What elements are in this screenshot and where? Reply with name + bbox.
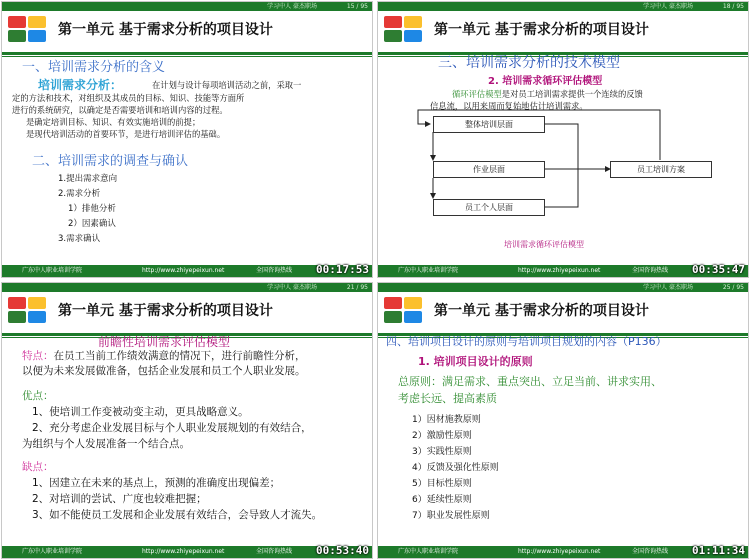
advantage-line: 1、使培训工作变被动变主动，更具战略意义。: [32, 406, 249, 418]
disadvantage-line: 1、因建立在未来的基点上，预测的准确度出现偏差；: [32, 477, 281, 489]
section-heading: 四、培训项目设计的原则与培训项目规划的内容（P136）: [386, 335, 667, 348]
list-item: 1.提出需求意向: [58, 174, 118, 184]
slide-header: [2, 11, 372, 47]
slide-1: [2, 2, 372, 277]
diagram-caption: 培训需求循环评估模型: [504, 240, 584, 249]
sub-heading: 1. 培训项目设计的原则: [418, 355, 533, 368]
slide-3: [2, 283, 372, 558]
footer-hotline: 全国咨询热线: [632, 548, 669, 555]
slide-header: [378, 292, 748, 328]
intro-line: 循环评估模型是对员工培训需求提供一个连续的反馈: [452, 89, 643, 99]
advantage-line: 2、充分考虑企业发展目标与个人职业发展规划的有效结合，: [32, 422, 312, 434]
diagram-box: 员工培训方案: [610, 161, 712, 178]
top-text: 学习中人 豪杰职场: [267, 3, 317, 10]
principle-item: 2）激励性原则: [412, 431, 472, 441]
definition-line: 是确定培训目标、知识、有效实施培训的前提；: [26, 117, 201, 127]
school-logo-icon: [8, 297, 48, 323]
general-principle-line: 考虑长远、提高素质: [398, 392, 497, 405]
list-item: 2）因素确认: [68, 219, 116, 229]
intro-line-2: 信息流，以用来周而复始地估计培训需求。: [430, 101, 588, 111]
principle-item: 7）职业发展性原则: [412, 511, 490, 521]
footer-school: 广东中人职业培训学院: [398, 548, 459, 555]
section-heading-1: 一、培训需求分析的含义: [22, 60, 166, 75]
page-number: 15 / 95: [346, 3, 368, 10]
definition-line: 定的方法和技术，对组织及其成员的目标、知识、技能等方面所: [12, 93, 245, 103]
definition-line: 在计划与设计每项培训活动之前，采取一: [152, 80, 302, 90]
footer-school: 广东中人职业培训学院: [22, 267, 83, 274]
feature-line: 特点：在员工当前工作绩效满意的情况下，进行前瞻性分析，: [22, 350, 306, 362]
definition-line: 是现代培训活动的首要环节，是进行培训评估的基础。: [26, 129, 226, 139]
cycle-diagram: [378, 2, 748, 277]
top-text: 学习中人 豪杰职场: [643, 3, 693, 10]
slide-title: 第一单元 基于需求分析的项目设计: [434, 22, 649, 38]
disadvantage-line: 2、对培训的尝试、广度也较难把握；: [32, 493, 207, 505]
sub-heading: 2. 培训需求循环评估模型: [488, 76, 603, 87]
school-logo-icon: [8, 16, 48, 42]
list-item: 1）排他分析: [68, 204, 116, 214]
footer-school: 广东中人职业培训学院: [22, 548, 83, 555]
disadvantages-label: 缺点：: [22, 461, 54, 473]
footer-url: http://www.zhiyepeixun.net: [518, 267, 601, 274]
footer-school: 广东中人职业培训学院: [398, 267, 459, 274]
footer-hotline: 全国咨询热线: [256, 548, 293, 555]
principle-item: 4）反馈及强化性原则: [412, 463, 499, 473]
advantage-line: 为组织与个人发展准备一个结合点。: [22, 438, 190, 450]
general-principle-line: 总原则：满足需求、重点突出、立足当前、讲求实用、: [398, 375, 662, 388]
principle-item: 1）因材施教原则: [412, 415, 481, 425]
slide-title: 第一单元 基于需求分析的项目设计: [58, 303, 273, 319]
disadvantage-line: 3、如不能使员工发展和企业发展有效结合，会导致人才流失。: [32, 509, 323, 521]
feature-line: 以便为未来发展做准备，包括企业发展和员工个人职业发展。: [22, 365, 306, 377]
video-timestamp: 01:11:34: [692, 544, 745, 557]
top-strip: [378, 283, 748, 292]
top-strip: [2, 2, 372, 11]
footer-url: http://www.zhiyepeixun.net: [142, 548, 225, 555]
list-item: 2.需求分析: [58, 189, 101, 199]
principle-item: 5）目标性原则: [412, 479, 472, 489]
top-text: 学习中人 豪杰职场: [643, 284, 693, 291]
footer-url: http://www.zhiyepeixun.net: [518, 548, 601, 555]
term-label: 培训需求分析：: [38, 78, 123, 92]
footer-hotline: 全国咨询热线: [256, 267, 293, 274]
diagram-box: 员工个人层面: [433, 199, 545, 216]
section-heading: 前瞻性培训需求评估模型: [98, 335, 231, 349]
slide-header: [2, 292, 372, 328]
slide-title: 第一单元 基于需求分析的项目设计: [58, 22, 273, 38]
slide-title: 第一单元 基于需求分析的项目设计: [434, 303, 649, 319]
advantages-label: 优点：: [22, 390, 54, 402]
footer-url: http://www.zhiyepeixun.net: [142, 267, 225, 274]
principle-item: 3）实践性原则: [412, 447, 472, 457]
principle-item: 6）延续性原则: [412, 495, 472, 505]
diagram-box: 作业层面: [433, 161, 545, 178]
slide-2: [378, 2, 748, 277]
section-heading: 三、培训需求分析的技术模型: [438, 55, 620, 71]
footer-hotline: 全国咨询热线: [632, 267, 669, 274]
page-number: 18 / 95: [722, 3, 744, 10]
section-heading-2: 二、培训需求的调查与确认: [32, 154, 189, 169]
video-timestamp: 00:17:53: [316, 263, 369, 276]
diagram-box: 整体培训层面: [433, 116, 545, 133]
video-timestamp: 00:53:40: [316, 544, 369, 557]
slide-4: [378, 283, 748, 558]
definition-line: 进行的系统研究，以确定是否需要培训和培训内容的过程。: [12, 105, 228, 115]
page-number: 21 / 95: [346, 284, 368, 291]
school-logo-icon: [384, 297, 424, 323]
list-item: 3.需求确认: [58, 234, 101, 244]
page-number: 25 / 95: [722, 284, 744, 291]
top-strip: [2, 283, 372, 292]
video-timestamp: 00:35:47: [692, 263, 745, 276]
top-text: 学习中人 豪杰职场: [267, 284, 317, 291]
